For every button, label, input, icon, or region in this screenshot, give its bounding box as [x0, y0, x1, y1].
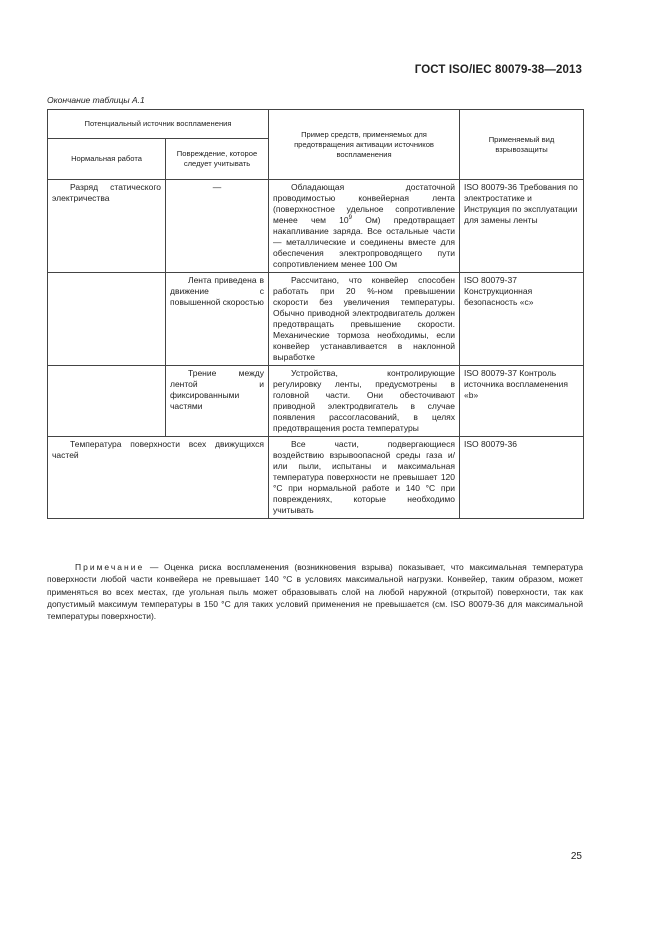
means-exponent: 9 — [348, 215, 352, 222]
note-text: — Оценка риска воспламенения (возникновения взрыва) показывает, что максимальная температура поверхности любой части конвейера не превышает 140 °С в условиях максимальной нагрузки. Конвейер, таким образом, может применяться во всех местах, где угольная пыль может образовывать слой на любой наружной (открытой) поверхности, так как допустимый максимум температуры в 150 °С для таких условий применения не превышается (см. ISO 80079-36 для максимальной температуры поверхности). — [47, 562, 583, 622]
cell-protection: ISO 80079-36 — [460, 437, 584, 519]
table-row — [48, 180, 584, 273]
cell-means — [269, 180, 460, 273]
document-header: ГОСТ ISO/IEC 80079-38—2013 — [414, 64, 582, 76]
means-text-end: Ом) предотвращает накапливание заряда. Все остальные части — металлические и соединены вместе для обеспечения электропроводящего пути сопротивлением менее 100 Ом — [273, 215, 456, 269]
cell-protection: ISO 80079-36 Требования по электростатике и Инструкция по эксплуатации для замены ленты — [460, 180, 584, 273]
cell-protection: ISO 80079-37 Контроль источника воспламенения «b» — [460, 366, 584, 437]
cell-means: Все части, подвергающиеся воздействию взрывоопасной среды газа и/или пыли, испытаны и максимальная температура поверхности не превышает 120 °С при нормальной работе и 140 °С при повреждениях, которые необходимо учитывать — [269, 437, 460, 519]
cell-normal — [48, 273, 166, 366]
cell-damage: Трение между лентой и фиксированными частями — [166, 366, 269, 437]
table-caption: Окончание таблицы А.1 — [47, 95, 145, 105]
cell-means: Рассчитано, что конвейер способен работать при 20 %-ном превышении скорости без увеличения температуры. Обычно приводной электродвигатель должен предотвращать превышение скорости. Механические тормоза необходимы, если конвейер устанавливается в наклонной выработке — [269, 273, 460, 366]
cell-damage: — — [166, 180, 269, 273]
cell-normal: Температура поверхности всех движущихся частей — [48, 437, 269, 519]
ignition-source-table — [47, 109, 584, 519]
cell-damage: Лента приведена в движение с повышенной скоростью — [166, 273, 269, 366]
cell-normal: Разряд статического электричества — [48, 180, 166, 273]
means-text-start: Обладающая достаточной проводимостью конвейерная лента (поверхностное удельное сопротивление менее чем 10 — [273, 182, 456, 225]
header-damage: Повреждение, которое следует учитывать — [166, 139, 269, 180]
note-label: Примечание — [75, 562, 145, 572]
cell-protection: ISO 80079-37 Конструкционная безопасность «c» — [460, 273, 584, 366]
table-row — [48, 273, 584, 366]
cell-means: Устройства, контролирующие регулировку ленты, предусмотрены в головной части. Они обесточивают приводной электродвигатель в случае появления рассогласований, в целях предотвращения роста температуры — [269, 366, 460, 437]
header-prevention-means: Пример средств, применяемых для предотвращения активации источников воспламенения — [269, 110, 460, 180]
cell-normal — [48, 366, 166, 437]
table-row — [48, 437, 584, 519]
table-row — [48, 366, 584, 437]
header-normal-operation: Нормальная работа — [48, 139, 166, 180]
header-potential-source: Потенциальный источник воспламенения — [48, 110, 269, 139]
table-note — [47, 561, 583, 622]
header-protection-type: Применяемый вид взрывозащиты — [460, 110, 584, 180]
page-number: 25 — [570, 851, 582, 862]
header-row-1 — [48, 110, 584, 139]
